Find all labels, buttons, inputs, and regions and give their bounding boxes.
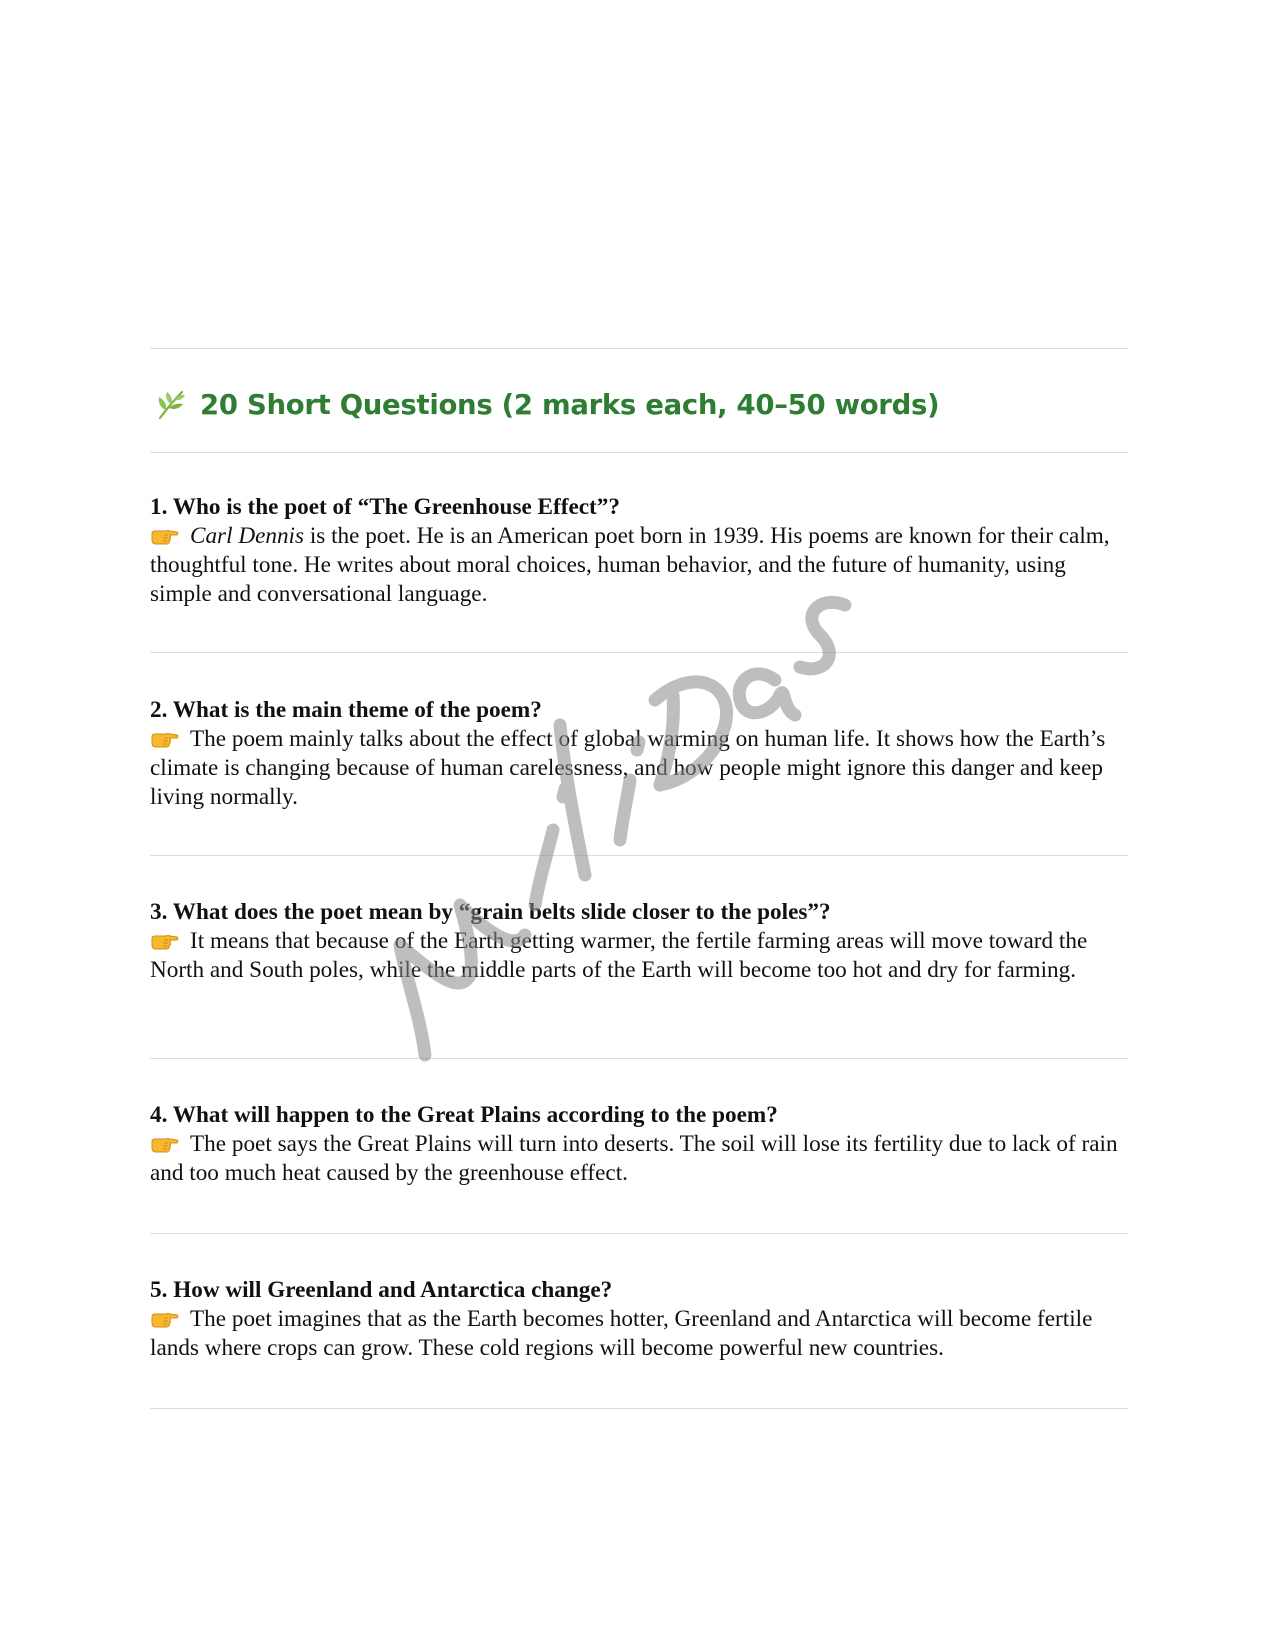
answer-text <box>150 927 1128 985</box>
answer-body: is the poet. He is an American poet born in 1939. His poems are known for their calm, thoughtful tone. He writes about moral choices, human behavior, and the future of humanity, using simple and conversational language. <box>150 523 1110 607</box>
answer-text <box>150 522 1128 609</box>
question-block-1 <box>150 493 1128 609</box>
question-block-5 <box>150 1276 1128 1363</box>
answer-text <box>150 725 1128 812</box>
pointing-hand-icon <box>150 729 180 749</box>
leaf-icon <box>154 388 188 422</box>
document-page <box>150 0 1128 1650</box>
section-heading <box>154 383 939 427</box>
divider <box>150 452 1128 453</box>
question-text: 1. Who is the poet of “The Greenhouse Effect”? <box>150 494 620 520</box>
divider <box>150 1408 1128 1409</box>
answer-text <box>150 1130 1128 1188</box>
pointing-hand-icon <box>150 1309 180 1329</box>
question-text: 3. What does the poet mean by “grain belts slide closer to the poles”? <box>150 899 831 925</box>
pointing-hand-icon <box>150 526 180 546</box>
question-text: 2. What is the main theme of the poem? <box>150 697 542 723</box>
divider <box>150 1233 1128 1234</box>
question-block-2 <box>150 696 1128 812</box>
answer-body: The poet says the Great Plains will turn into deserts. The soil will lose its fertility due to lack of rain and too much heat caused by the greenhouse effect. <box>150 1131 1118 1186</box>
section-title: 20 Short Questions (2 marks each, 40–50 words) <box>200 389 940 421</box>
answer-body: It means that because of the Earth getting warmer, the fertile farming areas will move toward the North and South poles, while the middle parts of the Earth will become too hot and dry for farming. <box>150 928 1088 983</box>
divider <box>150 652 1128 653</box>
answer-text <box>150 1305 1128 1363</box>
divider <box>150 1058 1128 1059</box>
divider <box>150 855 1128 856</box>
pointing-hand-icon <box>150 1134 180 1154</box>
question-text: 4. What will happen to the Great Plains according to the poem? <box>150 1102 778 1128</box>
answer-body: The poet imagines that as the Earth becomes hotter, Greenland and Antarctica will become fertile lands where crops can grow. These cold regions will become powerful new countries. <box>150 1306 1093 1361</box>
pointing-hand-icon <box>150 931 180 951</box>
poet-name: Carl Dennis <box>190 523 305 549</box>
question-block-3 <box>150 898 1128 985</box>
question-text: 5. How will Greenland and Antarctica change? <box>150 1277 613 1303</box>
question-block-4 <box>150 1101 1128 1188</box>
divider <box>150 348 1128 349</box>
answer-body: The poem mainly talks about the effect of global warming on human life. It shows how the Earth’s climate is changing because of human carelessness, and how people might ignore this danger and keep living normally. <box>150 726 1106 810</box>
